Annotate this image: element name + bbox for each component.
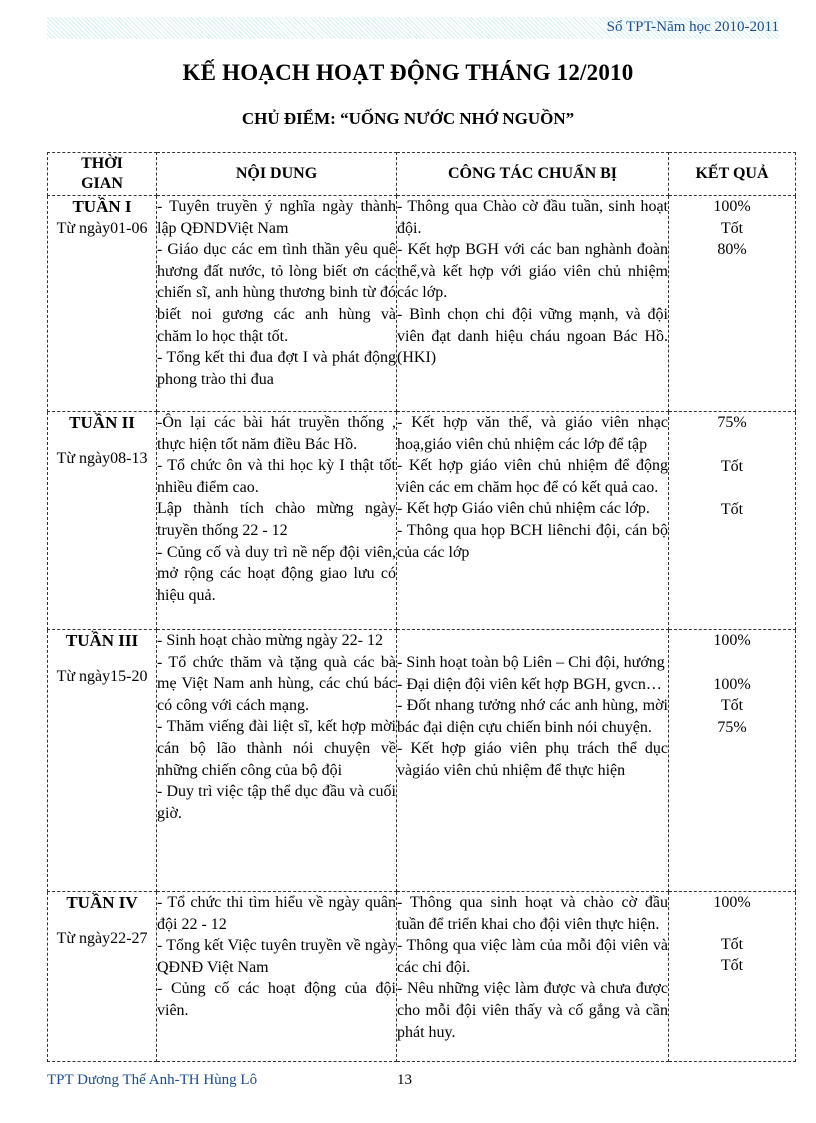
page-subtitle: CHỦ ĐIỂM: “UỐNG NƯỚC NHỚ NGUỒN” <box>241 109 575 128</box>
content-line: - Tổ chức thi tìm hiểu về ngày quân đội 22 - 12 <box>157 894 396 933</box>
content-line: - Tổ chức thăm và tặng quà các bà mẹ Việt Nam anh hùng, các chú bác có công với cách mạng. <box>157 653 396 714</box>
prep-line: - Thông qua sinh hoạt và chào cờ đầu tuần để triển khai cho đội viên thực hiện. <box>397 894 668 933</box>
result-value: 80% <box>717 241 747 259</box>
result-value: 100% <box>713 198 751 215</box>
week-name: TUẦN III <box>65 631 139 650</box>
prep-line: - Kết hợp giáo viên chủ nhiệm để động viên các em chăm học để có kết quả cao. <box>397 457 668 496</box>
prep-line: - Kết hợp Giáo viên chủ nhiệm các lớp. <box>397 500 650 518</box>
prep-cell <box>397 412 669 630</box>
prep-line: - Nêu những việc làm được và chưa được cho mỗi đội viên thấy và cố gắng và cần phát huy. <box>397 980 668 1041</box>
column-header-result: KẾT QUẢ <box>669 153 796 196</box>
header-school-year: Sổ TPT-Năm học 2010-2011 <box>606 19 779 35</box>
table-row <box>48 412 796 630</box>
content-line: - Thăm viếng đài liệt sĩ, kết hợp mời cán bộ lão thành nói chuyện về những chiến công của bộ đội <box>157 718 396 779</box>
column-header-prep: CÔNG TÁC CHUẨN BỊ <box>397 153 669 196</box>
result-cell <box>669 196 796 412</box>
week-name: TUẦN IV <box>66 893 138 912</box>
content-line: - Củng cố và duy trì nề nếp đội viên, mở rộng các hoạt động giao lưu có hiệu quả. <box>157 543 396 604</box>
table-row <box>48 892 796 1062</box>
page-title: KẾ HOẠCH HOẠT ĐỘNG THÁNG 12/2010 <box>182 60 634 85</box>
content-line: - Duy trì việc tập thể dục đầu và cuối giờ. <box>157 783 396 822</box>
content-line: - Tổ chức ôn và thi học kỳ I thật tốt nhiều điểm cao. <box>157 457 396 496</box>
result-value: 100% <box>713 894 751 911</box>
result-value: Tốt <box>720 457 744 475</box>
column-header-time <box>48 153 157 196</box>
content-line: - Tổng kết Việc tuyên truyền về ngày QĐNĐ Việt Nam <box>157 937 396 976</box>
result-value: Tốt <box>720 935 744 953</box>
prep-line: - Đại diện đội viên kết hợp BGH, gvcn… <box>397 675 662 693</box>
content-cell <box>157 630 397 892</box>
prep-line: - Thông qua Chào cờ đầu tuần, sinh hoạt đội. <box>397 198 668 237</box>
prep-line: - Đốt nhang tưởng nhớ các anh hùng, mời bác đại diện cựu chiến binh nói chuyện. <box>397 697 668 736</box>
column-header-time-line1: THỜI <box>81 155 123 172</box>
week-dates: Từ ngày15-20 <box>56 668 148 685</box>
content-line: - Tuyên truyền ý nghĩa ngày thành lập QĐNDViệt Nam <box>157 198 396 237</box>
table-header-row <box>48 153 796 196</box>
activity-plan-table <box>47 152 796 1062</box>
week-dates: Từ ngày01-06 <box>56 220 148 237</box>
week-dates: Từ ngày08-13 <box>56 450 148 467</box>
result-value: Tốt <box>720 697 744 715</box>
footer-author: TPT Dương Thế Anh-TH Hùng Lô <box>47 1072 258 1088</box>
content-cell <box>157 892 397 1062</box>
content-cell <box>157 412 397 630</box>
content-line: - Giáo dục các em tình thần yêu quê hương đất nước, tỏ lòng biết ơn các chiến sĩ, anh hùng thương binh từ đó biết noi gương các anh hùng và chăm lo học thật tốt. <box>157 241 396 345</box>
table-row <box>48 196 796 412</box>
week-name: TUẦN I <box>72 197 132 216</box>
prep-line: - Kết hợp giáo viên phụ trách thể dục vàgiáo viên chủ nhiệm để thực hiện <box>397 740 668 779</box>
result-cell <box>669 412 796 630</box>
week-dates: Từ ngày22-27 <box>56 930 148 947</box>
prep-line: - Kết hợp BGH với các ban nghành đoàn thể,và kết hợp với giáo viên chủ nhiệm các lớp. <box>397 241 668 302</box>
content-cell <box>157 196 397 412</box>
prep-cell <box>397 196 669 412</box>
week-cell <box>48 892 157 1062</box>
result-value: 75% <box>717 414 747 431</box>
result-cell <box>669 630 796 892</box>
column-header-time-line2: GIAN <box>81 175 123 192</box>
table-row <box>48 630 796 892</box>
result-value: 100% <box>713 632 751 649</box>
prep-line: - Bình chọn chi đội vững mạnh, và đội viên đạt danh hiệu cháu ngoan Bác Hồ.(HKI) <box>397 305 668 367</box>
content-line: - Củng cố các hoạt động của đội viên. <box>157 980 396 1019</box>
content-line: - Tổng kết thi đua đợt I và phát động phong trào thi đua <box>157 349 396 388</box>
result-value: Tốt <box>720 501 744 519</box>
content-line: - Sinh hoạt chào mừng ngày 22- 12 <box>157 632 383 649</box>
result-value: Tốt <box>720 219 744 237</box>
content-line: Lập thành tích chào mừng ngày truyền thống 22 - 12 <box>157 500 396 539</box>
week-name: TUẦN II <box>69 413 135 432</box>
week-cell <box>48 196 157 412</box>
result-value: 100% <box>713 675 751 693</box>
prep-cell <box>397 630 669 892</box>
prep-cell <box>397 892 669 1062</box>
page-number: 13 <box>397 1072 412 1088</box>
prep-line: - Thông qua việc làm của mỗi đội viên và các chi đội. <box>397 937 668 976</box>
week-cell <box>48 630 157 892</box>
result-cell <box>669 892 796 1062</box>
result-value: 75% <box>717 718 747 736</box>
content-line: -Ôn lại các bài hát truyền thống , thực hiện tốt năm điều Bác Hồ. <box>157 414 396 453</box>
result-value: Tốt <box>720 957 744 975</box>
column-header-content: NỘI DUNG <box>157 153 397 196</box>
prep-line: - Sinh hoạt toàn bộ Liên – Chi đội, hướng <box>397 654 665 671</box>
prep-line: - Thông qua họp BCH liênchi đội, cán bộ của các lớp <box>397 521 668 561</box>
prep-line: - Kết hợp văn thể, và giáo viên nhạc hoạ,giáo viên chủ nhiệm các lớp để tập <box>397 414 668 453</box>
week-cell <box>48 412 157 630</box>
